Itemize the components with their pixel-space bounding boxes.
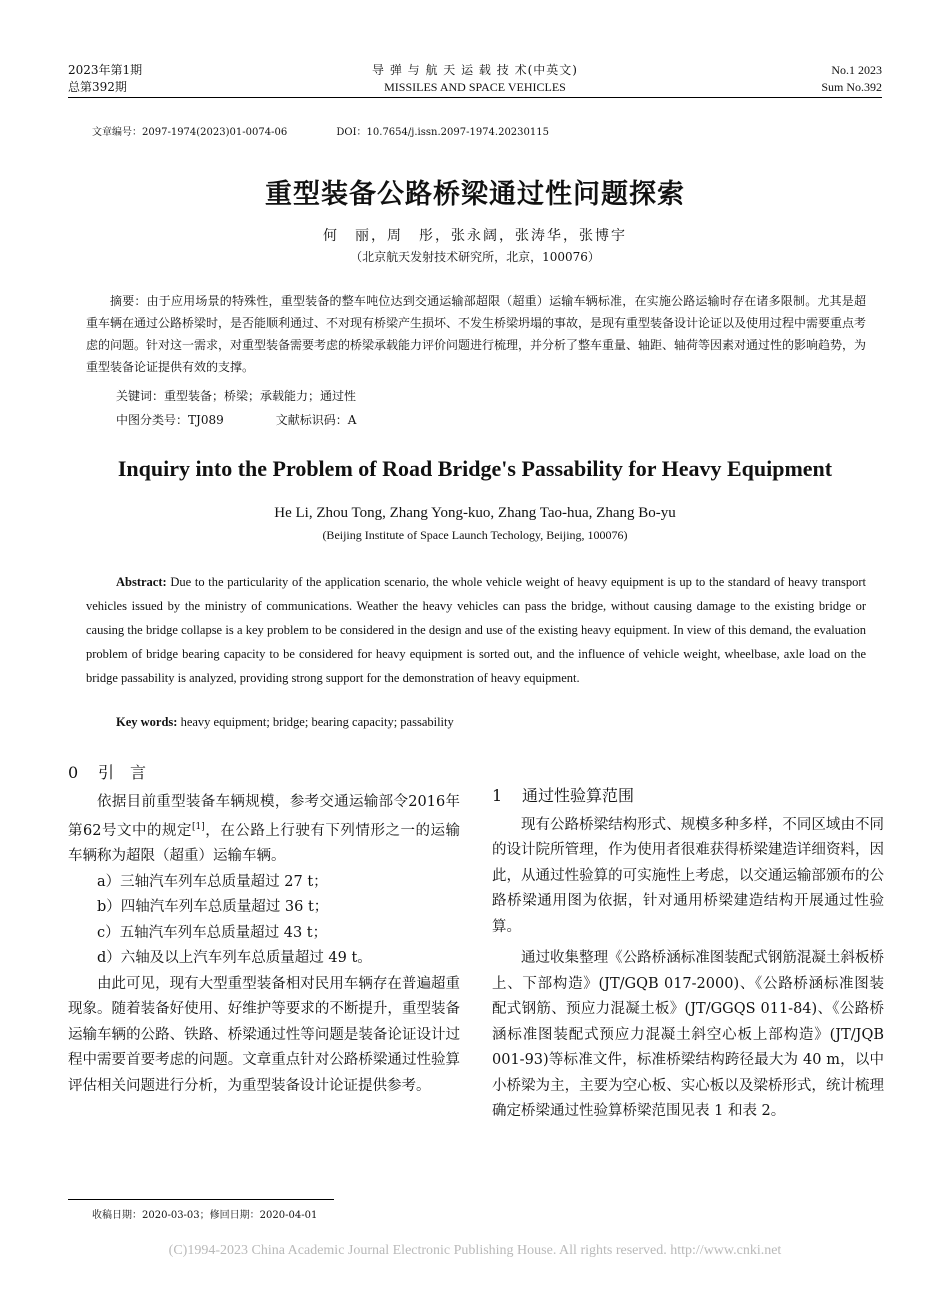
issue-number-en: No.1 2023 xyxy=(831,63,882,77)
section-0-number: 0 xyxy=(68,763,79,782)
affiliation-en: (Beijing Institute of Space Launch Techology, Beijing, 100076) xyxy=(322,528,628,542)
header-right xyxy=(821,62,882,96)
abstract-cn xyxy=(86,290,866,378)
keywords-cn-text: 重型装备；桥梁；承载能力；通过性 xyxy=(164,389,357,403)
section-1-number: 1 xyxy=(492,786,503,805)
article-meta xyxy=(92,123,595,138)
section-1-title: 通过性验算范围 xyxy=(522,786,635,805)
doc-code-label: 文献标识码： xyxy=(275,413,348,427)
authors-en: He Li, Zhou Tong, Zhang Yong-kuo, Zhang Tao-hua, Zhang Bo-yu xyxy=(274,505,676,521)
title-cn: 重型装备公路桥梁通过性问题探索 xyxy=(265,179,685,210)
abstract-en xyxy=(86,570,866,690)
affiliation-cn: （北京航天发射技术研究所，北京，100076） xyxy=(350,250,600,264)
abstract-en-label: Abstract: xyxy=(116,575,167,589)
header-rule xyxy=(68,97,882,98)
doi: DOI：10.7654/j.issn.2097-1974.20230115 xyxy=(336,127,549,138)
list-item: d）六轴及以上汽车列车总质量超过 49 t。 xyxy=(97,950,372,967)
abstract-cn-label: 摘要： xyxy=(110,294,147,308)
received-date-footnote: 收稿日期：2020-03-03；修回日期：2020-04-01 xyxy=(92,1210,318,1221)
keywords-cn xyxy=(116,387,356,404)
section-1-heading xyxy=(492,783,884,809)
header-center xyxy=(0,62,950,96)
keywords-en-text: heavy equipment; bridge; bearing capacity; passability xyxy=(177,715,454,729)
citation-ref-1[interactable]: [1] xyxy=(192,822,205,832)
journal-name-en: MISSILES AND SPACE VEHICLES xyxy=(384,80,566,94)
scope-paragraph-2: 通过收集整理《公路桥涵标准图装配式钢筋混凝土斜板桥上、下部构造》(JT/GQB 017-2000)、《公路桥涵标准图装配式钢筋、预应力混凝土板》(JT/GGQS 011-84)、《公路桥涵标准图装配式预应力混凝土斜空心板上部构造》(JT/JQB 001-93)等标准文件，标准桥梁结构跨径最大为 40 m，以中小桥梁为主，主要为空心板、实心板以及梁桥形式，统计梳理确定桥梁通过性验算桥梁范围见表 1 和表 2。 xyxy=(492,950,884,1119)
intro-p1-text-a: 依据目前重型装备车辆规模，参考交通运输部令2016年第62号文中的规定 xyxy=(68,793,460,839)
authors-cn: 何 丽，周 彤，张永阔，张涛华，张博宇 xyxy=(323,228,627,244)
journal-name-cn: 导 弹 与 航 天 运 载 技 术(中英文) xyxy=(372,63,578,77)
section-0-heading xyxy=(68,760,460,786)
section-0-title: 引 言 xyxy=(98,763,147,782)
keywords-en xyxy=(116,715,454,730)
clc-label: 中图分类号： xyxy=(116,413,189,427)
abstract-cn-text: 由于应用场景的特殊性，重型装备的整车吨位达到交通运输部超限（超重）运输车辆标准，在实施公路运输时存在诸多限制。尤其是超重车辆在通过公路桥梁时，是否能顺利通过、不对现有桥梁产生损坏、不发生桥梁坍塌的事故，是现有重型装备设计论证以及使用过程中需要重点考虑的问题。针对这一需求，对重型装备需要考虑的桥梁承载能力评价问题进行梳理，并分析了整车重量、轴距、轴荷等因素对通过性的影响趋势，为重型装备论证提供有效的支撑。 xyxy=(86,294,867,374)
intro-paragraph-2: 由此可见，现有大型重型装备相对民用车辆存在普遍超重现象。随着装备好使用、好维护等要求的不断提升，重型装备运输车辆的公路、铁路、桥梁通过性等问题是装备论证设计过程中需要首要考虑的问题。文章重点针对公路桥梁通过性验算评估相关问题进行分析，为重型装备设计论证提供参考。 xyxy=(68,975,460,1094)
title-en: Inquiry into the Problem of Road Bridge's Passability for Heavy Equipment xyxy=(117,456,833,481)
copyright-watermark: (C)1994-2023 China Academic Journal Electronic Publishing House. All rights reserved. http://www.cnki.net xyxy=(168,1243,782,1258)
doc-code-value: A xyxy=(347,413,357,427)
list-item: b）四轴汽车列车总质量超过 36 t； xyxy=(97,899,329,916)
abstract-en-text: Due to the particularity of the application scenario, the whole vehicle weight of heavy equipment is up to the standard of heavy transport vehicles issued by the ministry of communications. Weather the heavy vehicles can pass the bridge, without causing damage to the existing bridge or causing the bridge collapse is a key problem to be considered in the design and use of the existing heavy equipment. In view of this demand, the evaluation problem of bridge bearing capacity to be considered for heavy equipment is sorted out, and the influence of vehicle weight, wheelbase, axle load on the bridge passability is analyzed, providing strong support for the demonstration of heavy equipment. xyxy=(86,575,866,685)
intro-p1-text-b: ，在公路上行驶有下列情形之一的运输车辆称为超限（超重）运输车辆。 xyxy=(68,822,460,865)
keywords-en-label: Key words: xyxy=(116,715,178,729)
keywords-cn-label: 关键词： xyxy=(116,389,165,403)
list-item: a）三轴汽车列车总质量超过 27 t； xyxy=(97,873,328,890)
clc-value: TJ089 xyxy=(188,413,224,427)
sum-number-en: Sum No.392 xyxy=(821,80,882,94)
total-issue-label: 总第392期 xyxy=(68,80,127,94)
section-scope xyxy=(492,783,884,1125)
scope-paragraph-1: 现有公路桥梁结构形式、规模多种多样，不同区域由不同的设计院所管理，作为使用者很难获得桥梁建造详细资料，因此，从通过性验算的可实施性上考虑，以交通运输部颁布的公路桥梁通用图为依据，针对通用桥梁建造结构开展通过性验算。 xyxy=(492,816,884,935)
section-introduction xyxy=(68,760,460,1099)
intro-paragraph-1 xyxy=(68,790,460,870)
footnote-rule xyxy=(68,1199,334,1200)
article-number: 文章编号：2097-1974(2023)01-0074-06 xyxy=(92,127,288,138)
list-item: c）五轴汽车列车总质量超过 43 t； xyxy=(97,924,328,941)
classification-cn xyxy=(116,411,356,428)
issue-label: 2023年第1期 xyxy=(68,63,143,77)
